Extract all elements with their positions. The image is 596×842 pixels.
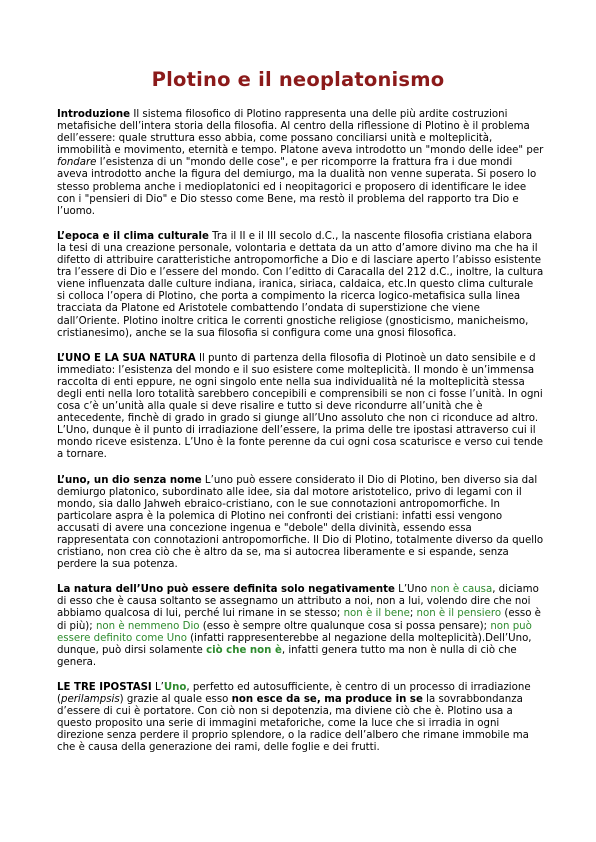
emphasis-text: perilampsis	[60, 694, 120, 706]
emphasis-text: non è causa	[430, 584, 493, 596]
emphasis-text: Uno	[163, 681, 187, 693]
body-text: ) grazie al quale esso	[119, 694, 232, 706]
section-heading: L’UNO E LA SUA NATURA	[57, 352, 196, 364]
section-paragraph	[57, 584, 544, 669]
section-heading: LE TRE IPOSTASI	[57, 681, 152, 693]
section-paragraph	[57, 353, 544, 462]
body-text: (infatti rappresenterebbe al negazione della molteplicità).Dell’Uno, dunque, può dirsi solamente	[57, 632, 532, 656]
section-paragraph	[57, 682, 544, 755]
section-heading: La natura dell’Uno può essere definita solo negativamente	[57, 584, 395, 596]
body-text: l’esistenza di un "mondo delle cose", e per ricomporre la frattura fra i due mondi aveva introdotto anche la figura del demiurgo, ma la dualità non venne superata. Si posero lo stesso problema anche i medioplatonici ed i neopitagorici e proposero di identificare le idee con i "pensieri di Dio" e Dio stesso come Bene, ma restò il problema del rapporto tra Dio e l’uomo.	[57, 157, 537, 217]
body-text: L’	[151, 681, 164, 693]
section-heading: L’epoca e il clima culturale	[57, 230, 209, 242]
body-text: , perfetto ed autosufficiente, è centro di un processo di irradiazione (	[57, 681, 531, 706]
emphasis-text: ciò che non è	[206, 644, 282, 656]
body-text: Il sistema filosofico di Plotino rappresenta una delle più ardite costruzioni metafisiche dell’intera storia della filosofia. Al centro della riflessione di Plotino è il problema dell’essere: quale struttura esso abbia, come possano conciliarsi unità e molteplicità, immobilità e movimento, eternità e tempo. Platone aveva introdotto un "mondo delle idee" per	[57, 109, 544, 157]
body-text: Il punto di partenza della filosofia di Plotinoè un dato sensibile e d immediato: l’esistenza del mondo e il suo esistere come molteplicità. Il mondo è un’immensa raccolta di enti eppure, ne ogni singolo ente nella sua individualità né la molteplicità stessa degli enti nella loro totalità sarebbero concepibili e comprensibili se non ci fosse l’unità. In ogni cosa c’è un’unità alla quale si deve risalire e tutto si deve ricondurre all’unità che è antecedente, finchè di grado in grado si giunge all’Uno assoluto che non ci riconduce ad altro. L’Uno, dunque è il punto di irradiazione dell’essere, la prima delle tre ipostasi attraverso cui il mondo riceve esistenza. L’Uno è la fonte perenne da cui ogni cosa scaturisce e verso cui tende a tornare.	[57, 352, 544, 461]
emphasis-text: fondare	[57, 157, 97, 169]
body-text: Tra il II e il III secolo d.C., la nascente filosofia cristiana elabora la tesi di una creazione personale, volontaria e dettata da un atto d’amore divino ma che ha il difetto di attribuire caratteristiche antropomorfiche a Dio e di lasciare aperto l’abisso esistente tra l’essere di Dio e l’essere del mondo. Con l’editto di Caracalla del 212 d.C., inoltre, la cultura viene influenzata dalle culture indiana, iranica, siriaca, caldaica, etc.In questo clima culturale si colloca l’opera di Plotino, che porta a compimento la ricerca logico-metafisica sulla linea tracciata da Platone ed Aristotele combattendo l’ondata di superstizione che viene dall’Oriente. Plotino inoltre critica le correnti gnostiche religiose (gnosticismo, manicheismo, cristianesimo), anche se la sua filosofia si configura come una gnosi filosofica.	[57, 230, 544, 339]
section-paragraph	[57, 231, 544, 340]
emphasis-text: non è nemmeno Dio	[95, 620, 200, 632]
emphasis-text: non esce da se, ma produce in se	[231, 694, 423, 706]
body-text: , diciamo di esso che è causa soltanto se assegnamo un attributo a noi, non a lui, volendo dire che noi abbiamo qualcosa di lui, perché lui rimane in se stesso;	[57, 584, 539, 620]
section-paragraph	[57, 475, 544, 572]
document-body	[57, 109, 544, 768]
body-text: , infatti genera tutto ma non è nulla di ciò che genera.	[57, 644, 517, 668]
section-heading: Introduzione	[57, 109, 131, 120]
body-text: (esso è sempre oltre qualunque cosa si possa pensare);	[199, 620, 491, 632]
body-text: L’uno può essere considerato il Dio di Plotino, ben diverso sia dal demiurgo platonico, subordinato alle idee, sia dal motore aristotelico, privo di legami con il mondo, sia dallo Jahweh ebraico-cristiano, con le sue connotazioni antropomorfiche. In particolare aspra è la polemica di Plotino nei confronti dei cristiani: infatti essi vengono accusati di avere una concezione ingenua e "debole" della divinità, essendo essa rappresentata con connotazioni antropomorfiche. Il Dio di Plotino, totalmente diverso da quello cristiano, non crea ciò che è altro da se, ma si autocrea liberamente e si espande, senza perdere la sua potenza.	[57, 474, 544, 571]
section-paragraph	[57, 109, 544, 218]
page-title: Plotino e il neoplatonismo	[151, 68, 445, 91]
emphasis-text: non è il pensiero	[416, 608, 502, 620]
emphasis-text: non può essere definito come Uno	[57, 620, 532, 644]
body-text: L’Uno	[394, 584, 431, 596]
body-text: ;	[409, 608, 417, 620]
emphasis-text: non è il bene	[343, 608, 410, 620]
section-heading: L’uno, un dio senza nome	[57, 474, 202, 486]
body-text: (esso è di più);	[57, 608, 541, 632]
body-text: la sovrabbondanza d’essere di cui è portatore. Con ciò non si depotenzia, ma diviene ciò che è. Plotino usa a questo proposito una serie di immagini metaforiche, come la luce che si irradia in ogni direzione senza perdere il proprio splendore, o la radice dell’albero che rimane immobile ma che è causa della generazione dei rami, delle foglie e dei frutti.	[57, 694, 529, 754]
